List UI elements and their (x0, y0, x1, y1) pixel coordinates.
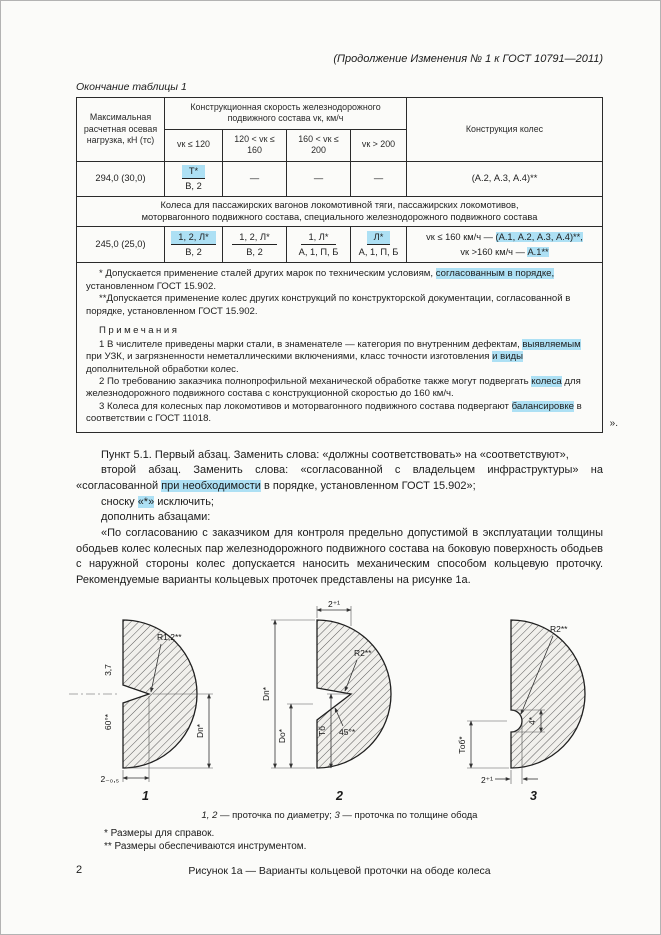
closing-quote: ». (609, 417, 618, 429)
dim-label-inner-3: 4* (526, 717, 537, 726)
fraction-bottom: В, 2 (185, 247, 202, 258)
figure-2-number: 2 (336, 789, 343, 804)
header-range-4: vк > 200 (351, 129, 407, 161)
merged-line-2: моторвагонного подвижного состава, специального железнодорожного подвижного состава (141, 211, 538, 222)
header-load: Максимальная расчетная осевая нагрузка, кН (тс) (77, 98, 165, 162)
paragraph-2: второй абзац. Заменить слова: «согласованной с владельцем инфраструктуры» на «согласованной при необходимости в порядке, установленном ГОСТ 15.902»; (76, 464, 603, 493)
design-245-line-2: vк >160 км/ч — А.1** (460, 246, 549, 257)
dim-label-diameter-1: Dп* (194, 724, 205, 739)
dim-label-radius-2: R2** (353, 648, 371, 659)
header-range-3: 160 < vк ≤ 200 (287, 129, 351, 161)
design-245-line-1: vк ≤ 160 км/ч — (А.1, А.2, А.3, А.4)**, (426, 232, 583, 243)
table-footnote-1: * Допускается применение сталей других марок по техническим условиям, согласованным в порядке, установленном ГОСТ 15.902. (86, 268, 555, 292)
paragraph-5: «По согласованию с заказчиком для контроля предельно допустимой в эксплуатации толщины ободьев колес колесных пар железнодорожного подвижного состава на боковую поверхность ободьев с наружной стороны колес допускается наносить механическим способом кольцевую проточку. Рекомендуемые варианты кольцевых проточек представлены на рисунке 1а. (76, 526, 603, 586)
notes-title: Примечания (99, 325, 180, 337)
dim-label-radius-3: R2** (549, 624, 567, 635)
dim-label-width-3: 2⁺¹ (480, 775, 493, 786)
figure-3 (449, 598, 619, 803)
table-1 (76, 97, 603, 433)
fraction-top: 1, 2, Л* (232, 231, 276, 246)
figure-1-drawing (61, 598, 231, 788)
fraction-bottom: В, 2 (246, 247, 263, 258)
dim-label-angle-1: 60°* (102, 714, 113, 731)
fraction-top: Л* (367, 231, 391, 246)
paragraph-1: Пункт 5.1. Первый абзац. Заменить слова: «должны соответствовать» на «соответствуют», (101, 448, 569, 461)
figure-legend: 1, 2 — проточка по диаметру; 3 — проточка по толщине обода (201, 810, 478, 822)
dimensions-footnote-star: * Размеры для справок. (104, 828, 215, 840)
fraction (299, 231, 339, 259)
cell-245-4 (351, 227, 407, 263)
figure-1-number: 1 (142, 789, 149, 804)
merged-category-cell (77, 196, 603, 227)
dim-label-angle-2: 45°* (338, 727, 355, 738)
figure-2-drawing (255, 598, 425, 788)
figure-3-number: 3 (530, 789, 537, 804)
table-continuation-caption: Окончание таблицы 1 (76, 81, 187, 93)
fraction-top: 1, 2, Л* (171, 231, 215, 246)
fraction-top: 1, Л* (301, 231, 335, 246)
fraction (182, 165, 205, 193)
header-range-1: vк ≤ 120 (165, 129, 223, 161)
amendment-text (76, 448, 603, 588)
cell-245-1 (165, 227, 223, 263)
load-245: 245,0 (25,0) (77, 227, 165, 263)
cell-294-2: — (223, 161, 287, 196)
note-3: 3 Колеса для колесных пар локомотивов и моторвагонного подвижного состава подвергают балансировке в соответствии с ГОСТ 11018. (86, 400, 582, 425)
fraction-top: Т* (182, 165, 205, 180)
dim-label-thickness-3: Тоб* (456, 736, 467, 755)
fraction-bottom: А, 1, П, Б (298, 247, 339, 258)
figures-row (76, 598, 603, 803)
header-speed: Конструкционная скорость железнодорожного подвижного состава vк, км/ч (165, 98, 407, 130)
cell-294-3: — (287, 161, 351, 196)
table-row-245 (77, 227, 603, 263)
table-notes-cell (77, 263, 603, 433)
table-footnote-2: **Допускается применение колес других конструкций по конструкторской документации, согласованной в порядке, установленном ГОСТ 15.902. (86, 293, 571, 317)
table-notes-row (77, 263, 603, 433)
merged-line-1: Колеса для пассажирских вагонов локомотивной тяги, пассажирских локомотивов, (160, 199, 519, 210)
dim-label-diameter-2a: Dп* (260, 687, 271, 702)
dim-label-top-width-2: 2⁺¹ (327, 599, 340, 610)
design-245 (407, 227, 603, 263)
cell-294-1 (165, 161, 223, 196)
figure-caption: Рисунок 1а — Варианты кольцевой проточки на ободе колеса (188, 865, 491, 878)
figure-3-drawing (449, 598, 619, 788)
figure-1 (61, 598, 231, 803)
fraction (359, 231, 399, 259)
design-294: (А.2, А.3, А.4)** (407, 161, 603, 196)
cell-245-2 (223, 227, 287, 263)
load-294: 294,0 (30,0) (77, 161, 165, 196)
merged-category-row (77, 196, 603, 227)
table-header-row-1 (77, 98, 603, 130)
fraction-bottom: А, 1, П, Б (358, 247, 399, 258)
header-range-2: 120 < vк ≤ 160 (223, 129, 287, 161)
dimensions-footnote-double-star: ** Размеры обеспечиваются инструментом. (104, 841, 307, 853)
paragraph-4: дополнить абзацами: (101, 511, 211, 524)
table-wrapper (76, 97, 618, 433)
dim-label-inner-2: Тб (316, 726, 327, 737)
cell-294-4: — (351, 161, 407, 196)
dim-label-width-1: 2₋₀,₅ (99, 774, 119, 785)
dim-label-diameter-2b: Dо* (276, 729, 287, 744)
cell-245-3 (287, 227, 351, 263)
dim-label-radius-1: R1,2** (156, 632, 182, 643)
fraction (232, 231, 276, 259)
note-2: 2 По требованию заказчика полнопрофильной механической обработке также могут подвергать колеса для железнодорожного подвижного состава с конструкционной скоростью до 160 км/ч. (86, 376, 581, 400)
page-number: 2 (76, 864, 83, 876)
header-design: Конструкция колес (407, 98, 603, 162)
fraction-bottom: В, 2 (185, 181, 202, 192)
figure-2 (255, 598, 425, 803)
fraction (171, 231, 215, 259)
paragraph-3: сноску «*» исключить; (101, 495, 214, 508)
page-header: (Продолжение Изменения № 1 к ГОСТ 10791—2011) (333, 53, 603, 65)
table-row-294 (77, 161, 603, 196)
dim-label-depth-1: 3,7 (102, 664, 113, 677)
note-1: 1 В числителе приведены марки стали, в знаменателе — категория по внутренним дефектам, выявляемым при УЗК, и загрязненности неметаллическими включениями, класс точности изготовления и виды дополнительной обработки колес. (86, 338, 581, 375)
